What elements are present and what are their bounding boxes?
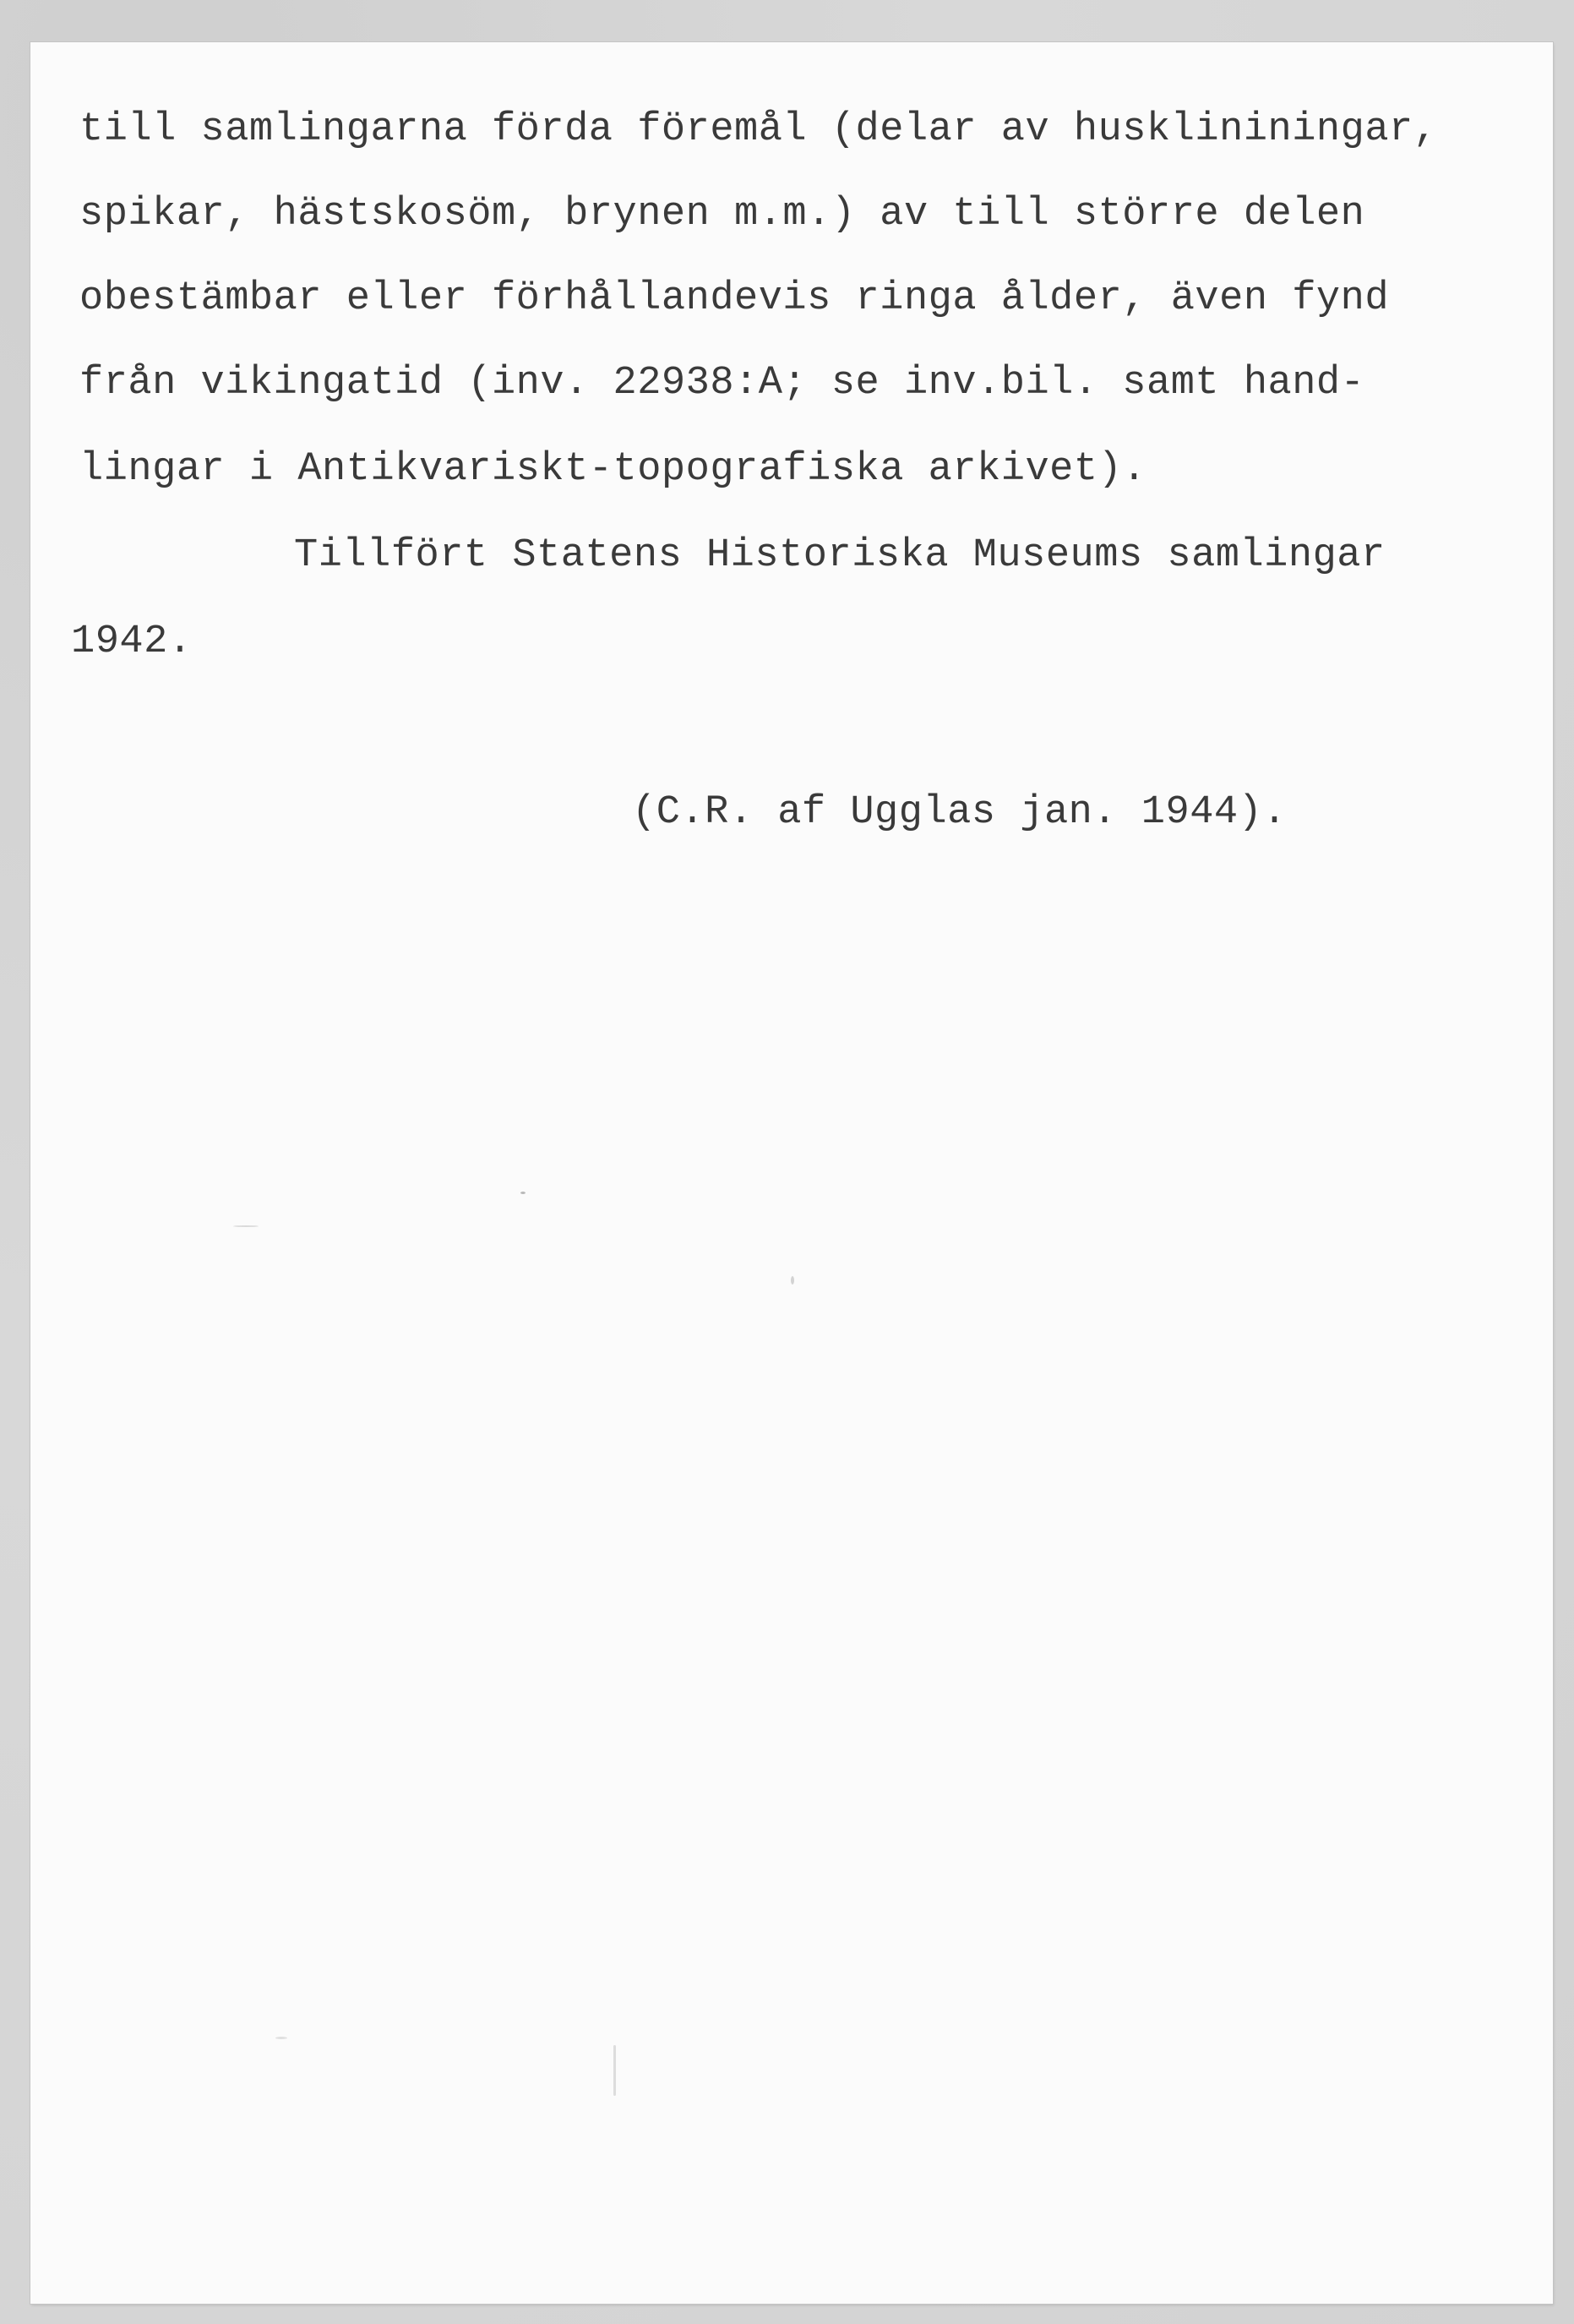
signature-line: (C.R. af Ugglas jan. 1944). <box>632 790 1288 835</box>
index-card <box>30 42 1553 2304</box>
text-line-4: från vikingatid (inv. 22938:A; se inv.bil. samt hand- <box>79 361 1365 406</box>
date-line: 1942. <box>71 619 193 664</box>
paper-speck <box>613 2045 616 2096</box>
paper-speck <box>791 1276 794 1285</box>
paper-speck <box>233 1225 259 1227</box>
paper-speck <box>275 2037 287 2039</box>
text-line-3: obestämbar eller förhållandevis ringa ålder, även fynd <box>79 276 1390 321</box>
paper-speck <box>520 1192 526 1194</box>
text-line-1: till samlingarna förda föremål (delar av husklininingar, <box>79 107 1438 152</box>
text-line-2: spikar, hästskosöm, brynen m.m.) av till större delen <box>79 192 1365 237</box>
text-line-5: lingar i Antikvariskt-topografiska arkivet). <box>79 447 1147 492</box>
text-line-6: Tillfört Statens Historiska Museums samlingar <box>294 533 1386 578</box>
